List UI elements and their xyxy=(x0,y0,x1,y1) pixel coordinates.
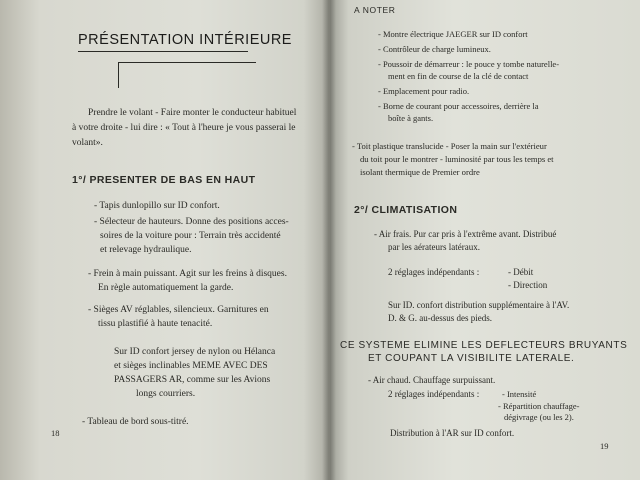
list-item-cont: tissu plastifié à haute tenacité. xyxy=(98,319,213,329)
list-item: - Tapis dunlopillo sur ID confort. xyxy=(94,201,220,211)
body-line: - Air chaud. Chauffage surpuissant. xyxy=(368,375,496,385)
caps-statement: CE SYSTEME ELIMINE LES DEFLECTEURS BRUYANTS xyxy=(340,340,628,351)
list-item: - Sélecteur de hauteurs. Donne des positions acces- xyxy=(94,217,289,227)
body-line: - Air frais. Pur car pris à l'extrême avant. Distribué xyxy=(374,229,557,239)
body-line: Distribution à l'AR sur ID confort. xyxy=(390,428,515,438)
note-line: Sur ID confort jersey de nylon ou Hélanca xyxy=(114,347,276,357)
list-item-cont: et relevage hydraulique. xyxy=(100,245,192,255)
list-item-cont: boîte à gants. xyxy=(388,113,434,123)
list-item: - Montre électrique JAEGER sur ID confort xyxy=(378,29,528,39)
list-item: - Borne de courant pour accessoires, derrière la xyxy=(378,101,539,111)
list-item: - Sièges AV réglables, silencieux. Garnitures en xyxy=(88,305,269,315)
list-item-cont: En règle automatiquement la garde. xyxy=(98,283,234,293)
body-line: D. & G. au-dessus des pieds. xyxy=(388,313,492,323)
body-line: Sur ID. confort distribution supplémentaire à l'AV. xyxy=(388,300,570,310)
section-heading: A NOTER xyxy=(354,5,396,15)
list-item: - Emplacement pour radio. xyxy=(378,86,470,96)
settings-item: - Débit xyxy=(508,267,534,277)
intro-line: Prendre le volant - Faire monter le conducteur habituel xyxy=(88,108,297,118)
settings-label: 2 réglages indépendants : xyxy=(388,389,480,399)
body-line: isolant thermique de Premier ordre xyxy=(360,167,480,177)
settings-item: dégivrage (ou les 2). xyxy=(504,412,574,422)
title-bracket-stem xyxy=(118,62,119,88)
list-item: - Contrôleur de charge lumineux. xyxy=(378,44,491,54)
settings-item: - Répartition chauffage- xyxy=(498,401,580,411)
page-number: 18 xyxy=(51,428,60,438)
list-item-cont: soires de la voiture pour : Terrain très accidenté xyxy=(100,231,281,241)
note-line: longs courriers. xyxy=(136,389,196,399)
page-title: PRÉSENTATION INTÉRIEURE xyxy=(78,32,292,48)
page-number: 19 xyxy=(600,441,609,451)
settings-item: - Intensité xyxy=(502,389,537,399)
caps-statement: ET COUPANT LA VISIBILITE LATERALE. xyxy=(368,353,575,364)
note-line: PASSAGERS AR, comme sur les Avions xyxy=(114,375,271,385)
body-line: par les aérateurs latéraux. xyxy=(388,242,480,252)
title-underline xyxy=(78,51,248,52)
right-page xyxy=(330,0,640,480)
note-line: et sièges inclinables MEME AVEC DES xyxy=(114,361,268,371)
list-item: - Tableau de bord sous-titré. xyxy=(82,417,189,427)
body-line: - Toit plastique translucide - Poser la main sur l'extérieur xyxy=(352,141,547,151)
body-line: du toit pour le montrer - luminosité par tous les temps et xyxy=(360,154,554,164)
title-bracket-rule xyxy=(118,62,256,63)
book-gutter xyxy=(322,0,336,480)
section-heading: 2°/ CLIMATISATION xyxy=(354,204,458,216)
list-item: - Frein à main puissant. Agit sur les freins à disques. xyxy=(88,269,287,279)
intro-line: à votre droite - lui dire : « Tout à l'heure je vous passerai le xyxy=(72,123,296,133)
section-heading: 1°/ PRESENTER DE BAS EN HAUT xyxy=(72,174,256,186)
intro-line: volant». xyxy=(72,138,103,148)
settings-item: - Direction xyxy=(508,280,548,290)
list-item: - Poussoir de démarreur : le pouce y tombe naturelle- xyxy=(378,59,560,69)
settings-label: 2 réglages indépendants : xyxy=(388,267,480,277)
list-item-cont: ment en fin de course de la clé de contact xyxy=(388,71,529,81)
